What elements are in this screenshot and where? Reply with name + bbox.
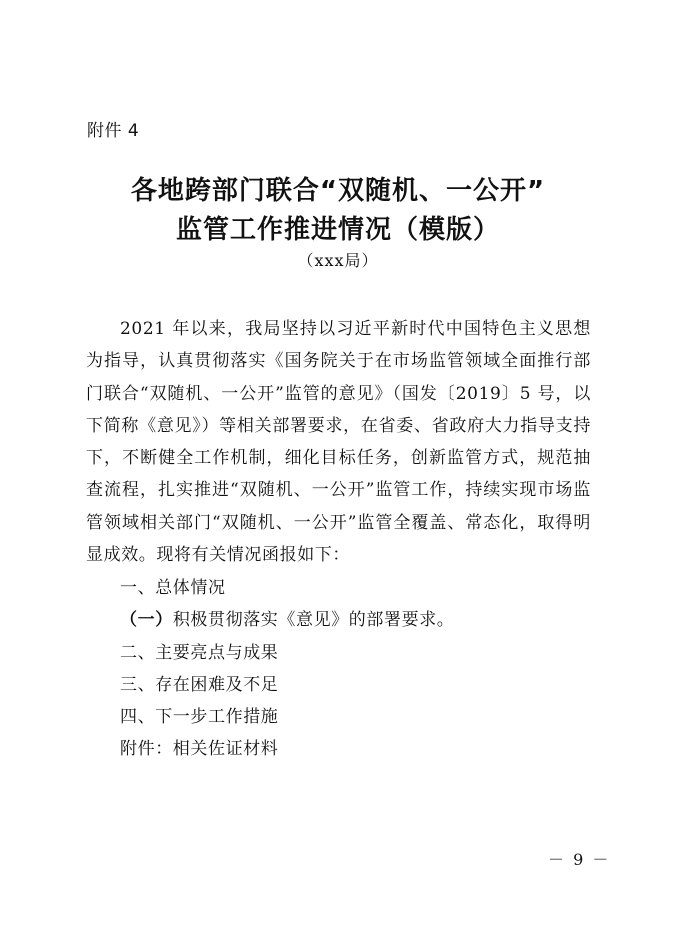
title-line-1: 各地跨部门联合“双随机、一公开”	[130, 176, 546, 206]
section-heading-3: 三、存在困难及不足	[120, 675, 279, 695]
title-line-2: 监管工作推进情况（模版）	[175, 215, 500, 245]
section-heading-2: 二、主要亮点与成果	[120, 643, 279, 663]
body-paragraph: 2021 年以来，我局坚持以习近平新时代中国特色主义思想为指导，认真贯彻落实《国务院关于在市场监管领域全面推行部门联合“双随机、一公开”监管的意见》（国发〔2019〕5 号，以下简称《意见》）等相关部署要求，在省委、省政府大力指导支持下，不断健全工作机制，细化目标任务，创新监管方式，规范抽查流程，扎实推进“双随机、一公开”监管工作，持续实现市场监管领域相关部门“双随机、一公开”监管全覆盖、常态化，取得明显成效。现将有关情况函报如下：	[86, 319, 591, 566]
page-number: － 9 －	[548, 850, 611, 869]
subsection-marker: （一）	[120, 610, 173, 630]
subsection-1-1	[120, 605, 454, 630]
subsection-text: 积极贯彻落实《意见》的部署要求。	[172, 610, 455, 630]
section-heading-4: 四、下一步工作措施	[120, 707, 279, 727]
section-heading-1: 一、总体情况	[120, 578, 226, 598]
attachment-note: 附件：相关佐证材料	[120, 739, 279, 759]
document-subtitle: （xxx局）	[297, 251, 379, 270]
attachment-label: 附件 4	[87, 121, 140, 141]
document-title	[0, 172, 676, 250]
